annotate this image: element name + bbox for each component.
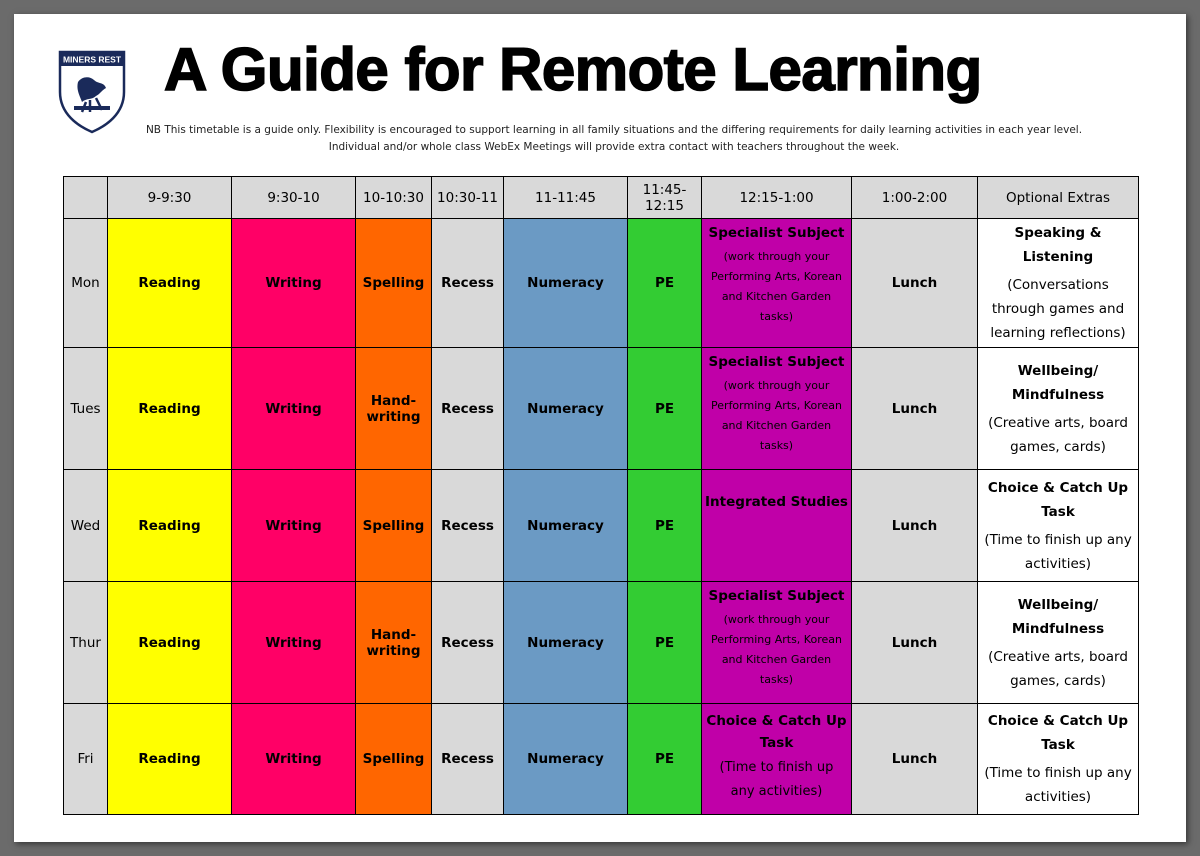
timetable-note xyxy=(94,122,1134,156)
numeracy-cell: Numeracy xyxy=(504,470,628,582)
extras-title: Wellbeing/ Mindfulness xyxy=(1011,362,1105,403)
document-page xyxy=(14,14,1186,842)
recess-cell: Recess xyxy=(432,348,504,470)
table-row xyxy=(64,348,1139,470)
writing-cell: Writing xyxy=(232,704,356,815)
col-header: 9:30-10 xyxy=(232,177,356,219)
extras-title: Choice & Catch Up Task xyxy=(987,713,1129,753)
recess-cell: Recess xyxy=(432,470,504,582)
lunch-cell: Lunch xyxy=(852,348,978,470)
col-header: Optional Extras xyxy=(978,177,1139,219)
col-header: 11-11:45 xyxy=(504,177,628,219)
day-label: Tues xyxy=(64,348,108,470)
reading-cell: Reading xyxy=(108,219,232,348)
writing-cell: Writing xyxy=(232,470,356,582)
writing-cell: Writing xyxy=(232,219,356,348)
lunch-cell: Lunch xyxy=(852,219,978,348)
logo-text: MINERS REST xyxy=(62,54,122,65)
day-label: Fri xyxy=(64,704,108,815)
writing-cell: Writing xyxy=(232,348,356,470)
extras-desc: (Time to finish up any activities) xyxy=(984,765,1132,805)
specialist-cell xyxy=(702,219,852,348)
numeracy-cell: Numeracy xyxy=(504,348,628,470)
extras-cell xyxy=(978,582,1139,704)
specialist-cell xyxy=(702,704,852,815)
specialist-desc: (work through your Performing Arts, Korean and Kitchen Garden tasks) xyxy=(711,613,842,686)
extras-cell xyxy=(978,219,1139,348)
handwriting-cell: Hand-writing xyxy=(356,348,432,470)
extras-desc: (Creative arts, board games, cards) xyxy=(988,414,1128,455)
recess-cell: Recess xyxy=(432,582,504,704)
day-label: Wed xyxy=(64,470,108,582)
lunch-cell: Lunch xyxy=(852,582,978,704)
numeracy-cell: Numeracy xyxy=(504,219,628,348)
specialist-title: Specialist Subject xyxy=(708,588,845,604)
specialist-desc: (work through your Performing Arts, Korean and Kitchen Garden tasks) xyxy=(711,250,842,323)
specialist-title: Specialist Subject xyxy=(708,354,845,370)
col-header-blank xyxy=(64,177,108,219)
extras-desc: (Creative arts, board games, cards) xyxy=(988,648,1128,689)
recess-cell: Recess xyxy=(432,219,504,348)
col-header: 1:00-2:00 xyxy=(852,177,978,219)
numeracy-cell: Numeracy xyxy=(504,582,628,704)
lunch-cell: Lunch xyxy=(852,704,978,815)
reading-cell: Reading xyxy=(108,470,232,582)
spelling-cell: Spelling xyxy=(356,470,432,582)
col-header: 12:15-1:00 xyxy=(702,177,852,219)
col-header: 11:45-12:15 xyxy=(628,177,702,219)
pe-cell: PE xyxy=(628,348,702,470)
writing-cell: Writing xyxy=(232,582,356,704)
specialist-cell xyxy=(702,348,852,470)
table-row xyxy=(64,470,1139,582)
extras-desc: (Conversations through games and learning reflections) xyxy=(990,277,1126,341)
specialist-desc: (work through your Performing Arts, Korean and Kitchen Garden tasks) xyxy=(711,379,842,452)
extras-title: Wellbeing/ Mindfulness xyxy=(1011,596,1105,637)
numeracy-cell: Numeracy xyxy=(504,704,628,815)
day-label: Mon xyxy=(64,219,108,348)
reading-cell: Reading xyxy=(108,582,232,704)
note-line-1: NB This timetable is a guide only. Flexibility is encouraged to support learning in all family situations and the differing requirements for daily learning activities in each year level. xyxy=(145,124,1083,136)
pe-cell: PE xyxy=(628,582,702,704)
specialist-cell xyxy=(702,470,852,582)
table-row xyxy=(64,582,1139,704)
lunch-cell: Lunch xyxy=(852,470,978,582)
table-row xyxy=(64,219,1139,348)
spelling-cell: Spelling xyxy=(356,704,432,815)
table-row xyxy=(64,704,1139,815)
note-line-2: Individual and/or whole class WebEx Meetings will provide extra contact with teachers throughout the week. xyxy=(328,141,900,153)
header-row xyxy=(64,177,1139,219)
extras-title: Choice & Catch Up Task xyxy=(987,479,1129,520)
reading-cell: Reading xyxy=(108,348,232,470)
specialist-title: Specialist Subject xyxy=(708,225,845,241)
col-header: 10:30-11 xyxy=(432,177,504,219)
pe-cell: PE xyxy=(628,470,702,582)
pe-cell: PE xyxy=(628,704,702,815)
specialist-desc: (Time to finish up any activities) xyxy=(719,760,834,799)
page-title: A Guide for Remote Learning xyxy=(164,36,982,103)
day-label: Thur xyxy=(64,582,108,704)
extras-title: Speaking & Listening xyxy=(1014,225,1102,265)
handwriting-cell: Hand-writing xyxy=(356,582,432,704)
extras-cell xyxy=(978,348,1139,470)
recess-cell: Recess xyxy=(432,704,504,815)
extras-desc: (Time to finish up any activities) xyxy=(984,531,1132,572)
col-header: 9-9:30 xyxy=(108,177,232,219)
extras-cell xyxy=(978,470,1139,582)
specialist-title: Integrated Studies xyxy=(705,494,848,510)
timetable xyxy=(63,176,1139,815)
col-header: 10-10:30 xyxy=(356,177,432,219)
spelling-cell: Spelling xyxy=(356,219,432,348)
specialist-title: Choice & Catch Up Task xyxy=(706,713,847,751)
specialist-cell xyxy=(702,582,852,704)
reading-cell: Reading xyxy=(108,704,232,815)
extras-cell xyxy=(978,704,1139,815)
pe-cell: PE xyxy=(628,219,702,348)
